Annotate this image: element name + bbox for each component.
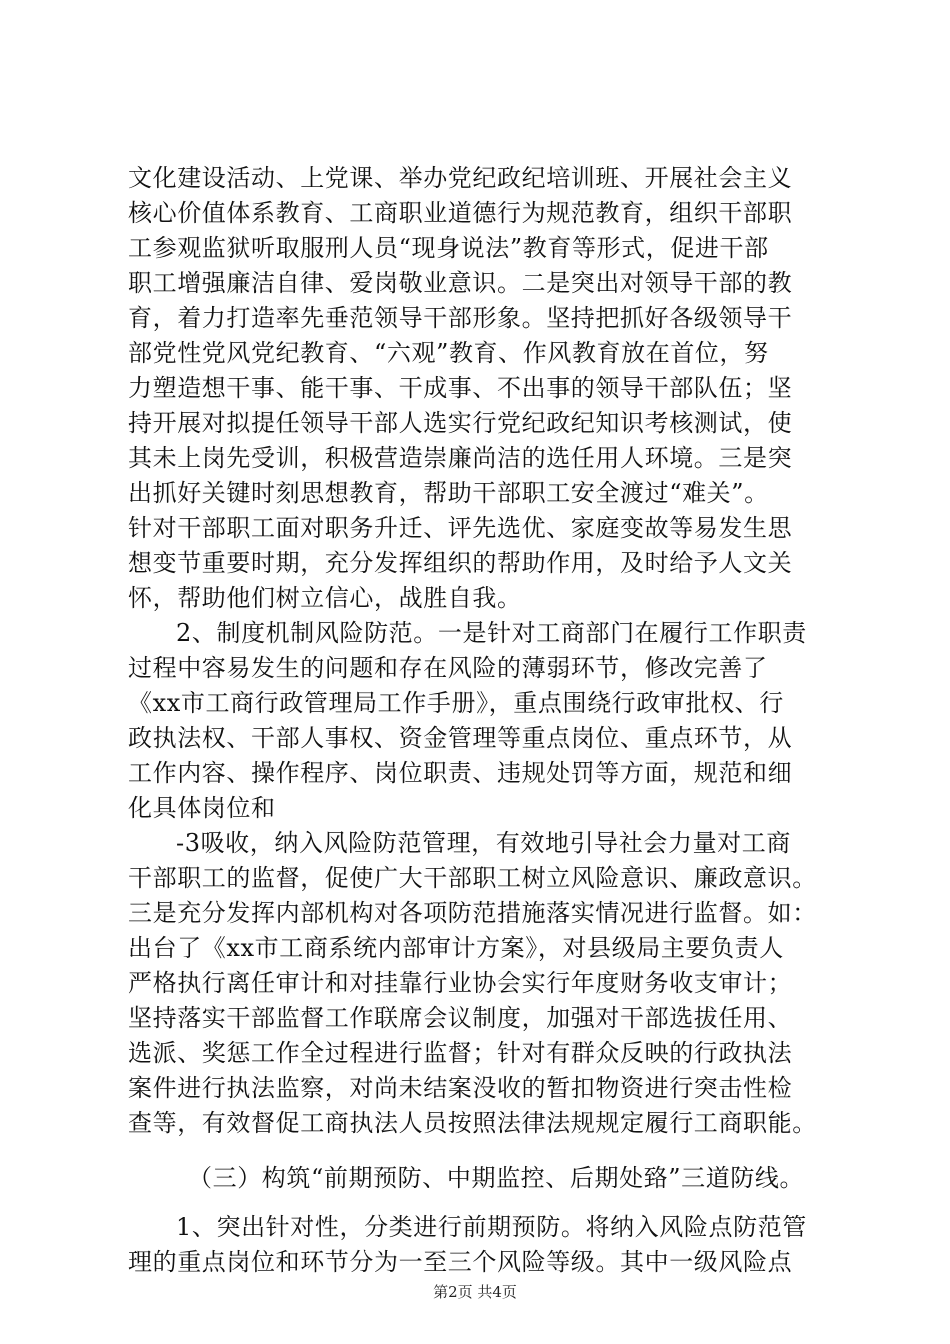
body-text-line: 政执法权、干部人事权、资金管理等重点岗位、重点环节，从 bbox=[128, 724, 793, 752]
page-footer: 第2页 共4页 bbox=[433, 1283, 517, 1301]
paragraph-start-line: -3吸收，纳入风险防范管理，有效地引导社会力量对工商 bbox=[176, 829, 791, 857]
body-text-line: 坚持落实干部监督工作联席会议制度，加强对干部选拔任用、 bbox=[128, 1004, 793, 1032]
body-text-line: 想变节重要时期，充分发挥组织的帮助作用，及时给予人文关 bbox=[128, 549, 793, 577]
body-text-line: 持开展对拟提任领导干部人选实行党纪政纪知识考核测试，使 bbox=[128, 409, 793, 437]
paragraph-start-line: 2、制度机制风险防范。一是针对工商部门在履行工作职责 bbox=[176, 619, 807, 647]
body-text-line: 化具体岗位和 bbox=[128, 794, 276, 822]
body-text-line: 核心价值体系教育、工商职业道德行为规范教育，组织干部职 bbox=[128, 199, 793, 227]
body-text-line: 其未上岗先受训，积极营造崇廉尚洁的选任用人环境。三是突 bbox=[128, 444, 793, 472]
body-text-line: 《xx市工商行政管理局工作手册》，重点围绕行政审批权、行 bbox=[128, 689, 784, 717]
body-text-line: 工参观监狱听取服刑人员“现身说法”教育等形式，促进干部 bbox=[128, 234, 769, 262]
body-text-line: 查等，有效督促工商执法人员按照法律法规规定履行工商职能。 bbox=[128, 1109, 817, 1137]
body-text-line: 部党性党风党纪教育、“六观”教育、作风教育放在首位，努 bbox=[128, 339, 769, 367]
body-text-line: 文化建设活动、上党课、举办党纪政纪培训班、开展社会主义 bbox=[128, 164, 793, 192]
paragraph-start-line: 1、突出针对性，分类进行前期预防。将纳入风险点防范管 bbox=[176, 1213, 807, 1241]
body-text-line: 职工增强廉洁自律、爱岗敬业意识。二是突出对领导干部的教 bbox=[128, 269, 793, 297]
body-text-line: 三是充分发挥内部机构对各项防范措施落实情况进行监督。如： bbox=[128, 899, 817, 927]
body-text-line: 案件进行执法监察，对尚未结案没收的暂扣物资进行突击性检 bbox=[128, 1074, 793, 1102]
body-text-line: 过程中容易发生的问题和存在风险的薄弱环节，修改完善了 bbox=[128, 654, 768, 682]
body-text-line: 出台了《xx市工商系统内部审计方案》，对县级局主要负责人 bbox=[128, 934, 784, 962]
body-text-line: 针对干部职工面对职务升迁、评先选优、家庭变故等易发生思 bbox=[128, 514, 793, 542]
section-heading: （三）构筑“前期预防、中期监控、后期处臵”三道防线。 bbox=[188, 1164, 805, 1192]
body-text-line: 严格执行离任审计和对挂靠行业协会实行年度财务收支审计； bbox=[128, 969, 793, 997]
body-text-line: 理的重点岗位和环节分为一至三个风险等级。其中一级风险点 bbox=[128, 1248, 793, 1276]
body-text-line: 干部职工的监督，促使广大干部职工树立风险意识、廉政意识。 bbox=[128, 864, 817, 892]
body-text-line: 怀，帮助他们树立信心，战胜自我。 bbox=[128, 584, 522, 612]
body-text-line: 力塑造想干事、能干事、干成事、不出事的领导干部队伍；坚 bbox=[128, 374, 793, 402]
body-text-line: 工作内容、操作程序、岗位职责、违规处罚等方面，规范和细 bbox=[128, 759, 793, 787]
body-text-line: 出抓好关键时刻思想教育，帮助干部职工安全渡过“难关”。 bbox=[128, 479, 769, 507]
body-text-line: 育，着力打造率先垂范领导干部形象。坚持把抓好各级领导干 bbox=[128, 304, 793, 332]
body-text-line: 选派、奖惩工作全过程进行监督；针对有群众反映的行政执法 bbox=[128, 1039, 793, 1067]
